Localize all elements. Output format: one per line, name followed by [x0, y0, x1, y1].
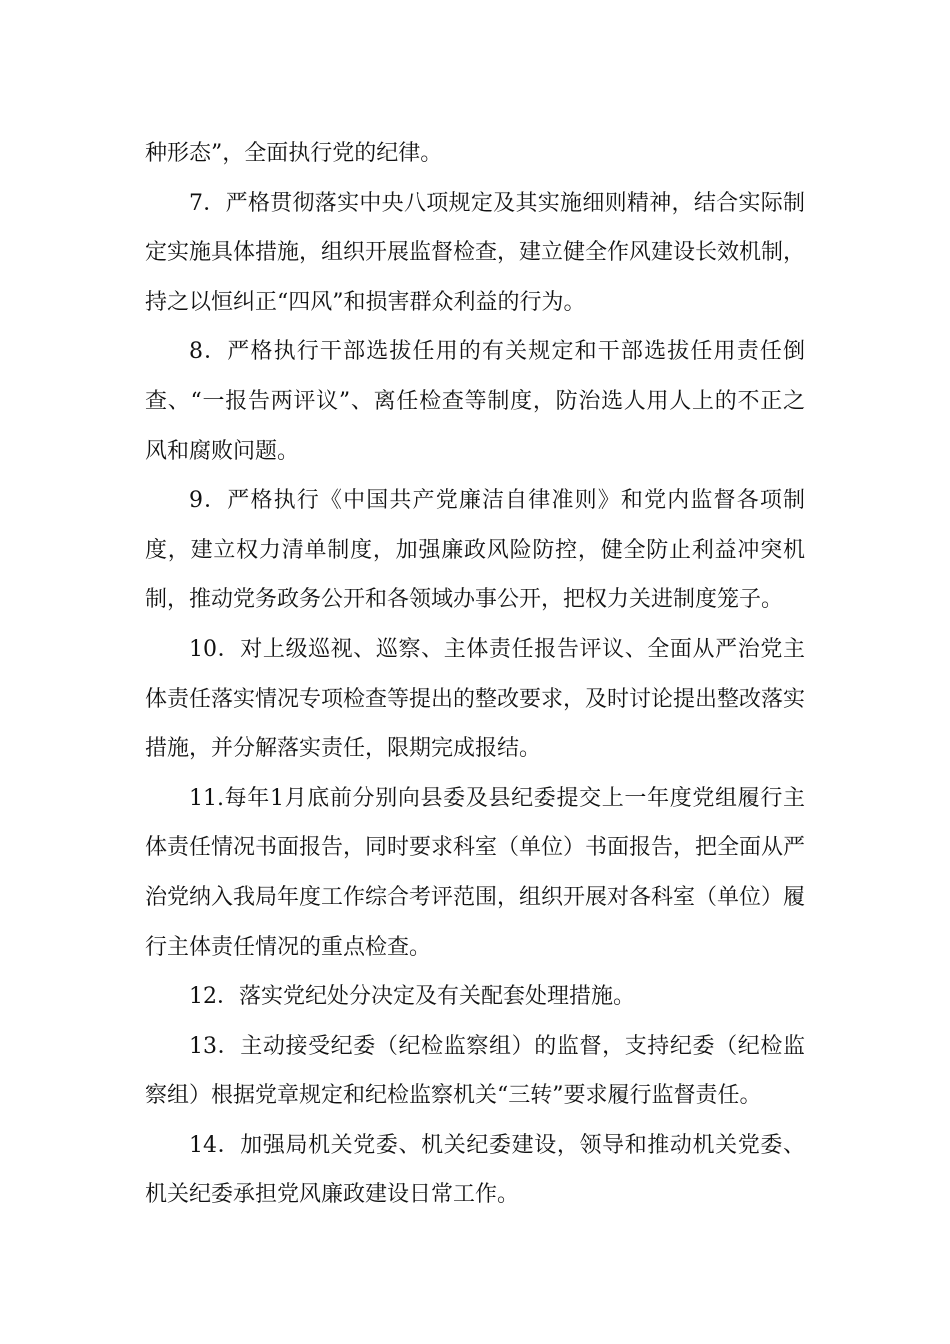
paragraph-item-9: 9．严格执行《中国共产党廉洁自律准则》和党内监督各项制度，建立权力清单制度，加强廉政风险防控，健全防止利益冲突机制，推动党务政务公开和各领域办事公开，把权力关进制度笼子。: [145, 488, 805, 613]
paragraph-item-14: 14．加强局机关党委、机关纪委建设，领导和推动机关党委、机关纪委承担党风廉政建设日常工作。: [145, 1132, 805, 1208]
paragraph-continuation: 种形态”，全面执行党的纪律。: [145, 141, 443, 166]
paragraph-item-11: 11.每年1月底前分别向县委及县纪委提交上一年度党组履行主体责任情况书面报告，同时要求科室（单位）书面报告，把全面从严治党纳入我局年度工作综合考评范围，组织开展对各科室（单位）履行主体责任情况的重点检查。: [145, 785, 806, 960]
paragraph-item-10: 10．对上级巡视、巡察、主体责任报告评议、全面从严治党主体责任落实情况专项检查等提出的整改要求，及时讨论提出整改落实措施，并分解落实责任，限期完成报结。: [145, 636, 806, 762]
document-body: [145, 129, 805, 1220]
paragraph-item-7: 7．严格贯彻落实中央八项规定及其实施细则精神，结合实际制定实施具体措施，组织开展监督检查，建立健全作风建设长效机制，持之以恒纠正“四风”和损害群众利益的行为。: [145, 190, 806, 315]
paragraph-item-13: 13．主动接受纪委（纪检监察组）的监督，支持纪委（纪检监察组）根据党章规定和纪检监察机关“三转”要求履行监督责任。: [145, 1033, 805, 1109]
paragraph-item-8: 8．严格执行干部选拔任用的有关规定和干部选拔任用责任倒查、“一报告两评议”、离任检查等制度，防治选人用人上的不正之风和腐败问题。: [145, 339, 805, 464]
paragraph-item-12: 12．落实党纪处分决定及有关配套处理措施。: [189, 984, 635, 1010]
